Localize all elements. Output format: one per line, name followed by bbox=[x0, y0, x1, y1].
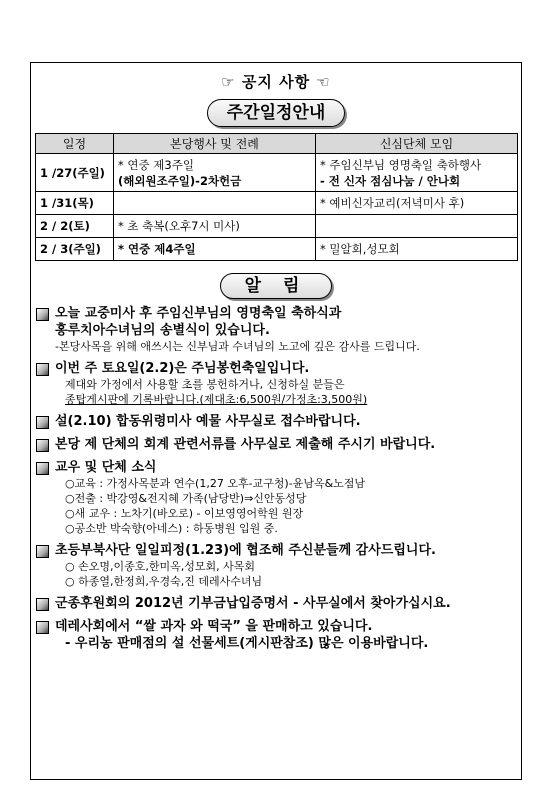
item-detail: ○전출 : 박강영&전지혜 가족(남당반)⇒신안동성당 bbox=[65, 492, 307, 505]
row-events bbox=[114, 192, 316, 215]
list-item bbox=[35, 436, 517, 453]
item-headline: 설(2.10) 합동위령미사 예물 사무실로 접수바랍니다. bbox=[55, 414, 361, 429]
list-item bbox=[35, 360, 517, 407]
notice-title: ☞ 공지 사항 ☜ bbox=[221, 73, 331, 91]
list-item bbox=[35, 618, 517, 652]
item-headline: 데레사회에서 “쌀 과자 와 떡국” 을 판매하고 있습니다. bbox=[55, 619, 373, 634]
header-date: 일정 bbox=[36, 134, 114, 154]
header-events: 본당행사 및 전례 bbox=[114, 134, 316, 154]
event-line: (해외원조주일)-2차헌금 bbox=[118, 173, 242, 188]
item-detail: 종탑게시판에 기록바랍니다.(제대초:6,500원/가정초:3,500원) bbox=[65, 393, 368, 406]
square-bullet-icon bbox=[36, 462, 49, 475]
group-line: * 주임신부님 영명축일 축하행사 bbox=[320, 157, 482, 172]
list-item bbox=[35, 542, 517, 589]
item-headline: 교우 및 단체 소식 bbox=[55, 460, 157, 475]
item-detail: - 우리농 판매점의 설 선물세트(게시판참조) 많은 이용바랍니다. bbox=[65, 636, 429, 651]
row-date: 2 / 3(주일) bbox=[36, 238, 114, 261]
square-bullet-icon bbox=[36, 308, 49, 321]
table-row bbox=[36, 238, 518, 261]
schedule-table bbox=[35, 133, 518, 261]
list-item bbox=[35, 305, 517, 354]
item-detail: -본당사목을 위해 애쓰시는 신부님과 수녀님의 노고에 깊은 감사를 드립니다. bbox=[55, 340, 420, 353]
row-events bbox=[114, 154, 316, 192]
alarm-title: 알 림 bbox=[220, 273, 332, 299]
row-events: * 초 축복(오후7시 미사) bbox=[114, 215, 316, 238]
event-line: * 연중 제3주일 bbox=[118, 157, 194, 172]
item-headline: 이번 주 토요일(2.2)은 주님봉헌축일입니다. bbox=[55, 361, 310, 376]
notice-list bbox=[35, 305, 517, 658]
schedule-header-row bbox=[36, 134, 518, 154]
group-line: - 전 신자 점심나눔 / 안나회 bbox=[320, 173, 461, 188]
item-detail: ○ 손오명,이종호,한미옥,성모회, 사목회 bbox=[65, 560, 255, 573]
row-groups bbox=[316, 154, 518, 192]
list-item bbox=[35, 595, 517, 612]
item-headline: 오늘 교중미사 후 주임신부님의 영명축일 축하식과 bbox=[55, 306, 342, 321]
table-row bbox=[36, 215, 518, 238]
item-detail: ○ 하종열,한정희,우경숙,진 데레사수녀님 bbox=[65, 575, 263, 588]
row-date: 1 /31(목) bbox=[36, 192, 114, 215]
table-row bbox=[36, 192, 518, 215]
row-date: 1 /27(주일) bbox=[36, 154, 114, 192]
list-item bbox=[35, 459, 517, 536]
square-bullet-icon bbox=[36, 363, 49, 376]
item-headline: 군종후원회의 2012년 기부금납입증명서 - 사무실에서 찾아가십시요. bbox=[55, 596, 451, 611]
item-detail: ○공소반 박숙향(아네스) : 하동병원 입원 중. bbox=[65, 522, 278, 535]
header-groups: 신심단체 모임 bbox=[316, 134, 518, 154]
square-bullet-icon bbox=[36, 439, 49, 452]
item-detail: ○교육 : 가정사목분과 연수(1,27 오후-교구청)-윤남옥&노점남 bbox=[65, 477, 366, 490]
square-bullet-icon bbox=[36, 416, 49, 429]
square-bullet-icon bbox=[36, 598, 49, 611]
row-groups: * 예비신자교리(저녁미사 후) bbox=[316, 192, 518, 215]
row-groups: * 밀알회,성모회 bbox=[316, 238, 518, 261]
square-bullet-icon bbox=[36, 621, 49, 634]
item-detail: 제대와 가정에서 사용할 초를 봉헌하거나, 신청하실 분들은 bbox=[65, 378, 345, 391]
item-detail: ○새 교우 : 노차기(바오로) - 이보영영어학원 원장 bbox=[65, 507, 304, 520]
notice-frame bbox=[30, 62, 522, 780]
item-headline: 홍루치아수녀님의 송별식이 있습니다. bbox=[55, 323, 270, 338]
table-row bbox=[36, 154, 518, 192]
square-bullet-icon bbox=[36, 545, 49, 558]
list-item bbox=[35, 413, 517, 430]
row-groups bbox=[316, 215, 518, 238]
item-headline: 초등부북사단 일일피정(1.23)에 협조해 주신분들께 감사드립니다. bbox=[55, 543, 436, 558]
row-events: * 연중 제4주일 bbox=[114, 238, 316, 261]
schedule-title: 주간일정안내 bbox=[207, 99, 345, 127]
item-headline: 본당 제 단체의 회계 관련서류를 사무실로 제출해 주시기 바랍니다. bbox=[55, 437, 436, 452]
row-date: 2 / 2(토) bbox=[36, 215, 114, 238]
